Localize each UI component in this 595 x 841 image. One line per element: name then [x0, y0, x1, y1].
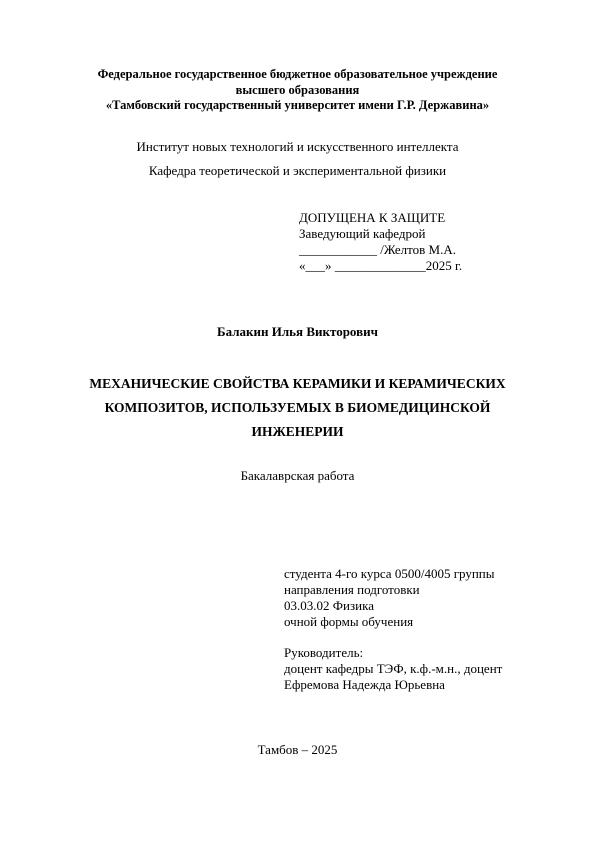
approval-signature: ____________ /Желтов М.А.: [299, 242, 456, 257]
supervisor-name: Ефремова Надежда Юрьевна: [284, 677, 445, 692]
student-direction-label: направления подготовки: [284, 582, 420, 597]
author-name: Балакин Илья Викторович: [217, 324, 378, 339]
student-course: студента 4-го курса 0500/4005 группы: [284, 566, 495, 581]
institute-name: Институт новых технологий и искусственного интеллекта: [136, 139, 459, 154]
thesis-title-line-1: МЕХАНИЧЕСКИЕ СВОЙСТВА КЕРАМИКИ И КЕРАМИЧЕСКИХ: [89, 376, 506, 391]
approval-role: Заведующий кафедрой: [299, 226, 426, 241]
approval-heading: ДОПУЩЕНА К ЗАЩИТЕ: [299, 210, 446, 225]
city-year: Тамбов – 2025: [257, 742, 338, 757]
supervisor-info: [284, 645, 502, 693]
supervisor-label: Руководитель:: [284, 645, 364, 660]
organization-header: [0, 67, 595, 114]
organization-line-3: «Тамбовский государственный университет имени Г.Р. Державина»: [105, 98, 490, 112]
thesis-title-line-3: ИНЖЕНЕРИИ: [251, 424, 344, 439]
thesis-title: [0, 372, 595, 444]
organization-line-1: Федеральное государственное бюджетное образовательное учреждение: [97, 67, 498, 81]
approval-block: [299, 210, 462, 274]
student-direction: 03.03.02 Физика: [284, 598, 374, 613]
organization-line-2: высшего образования: [235, 82, 360, 97]
supervisor-position: доцент кафедры ТЭФ, к.ф.-м.н., доцент: [284, 661, 503, 676]
department-name: Кафедра теоретической и экспериментальной физики: [148, 163, 447, 178]
student-study-form: очной формы обучения: [284, 614, 414, 629]
work-type: Бакалаврская работа: [240, 468, 355, 483]
thesis-title-line-2: КОМПОЗИТОВ, ИСПОЛЬЗУЕМЫХ В БИОМЕДИЦИНСКОЙ: [104, 400, 491, 415]
student-info: [284, 566, 495, 630]
approval-date: «___» ______________2025 г.: [299, 258, 463, 273]
